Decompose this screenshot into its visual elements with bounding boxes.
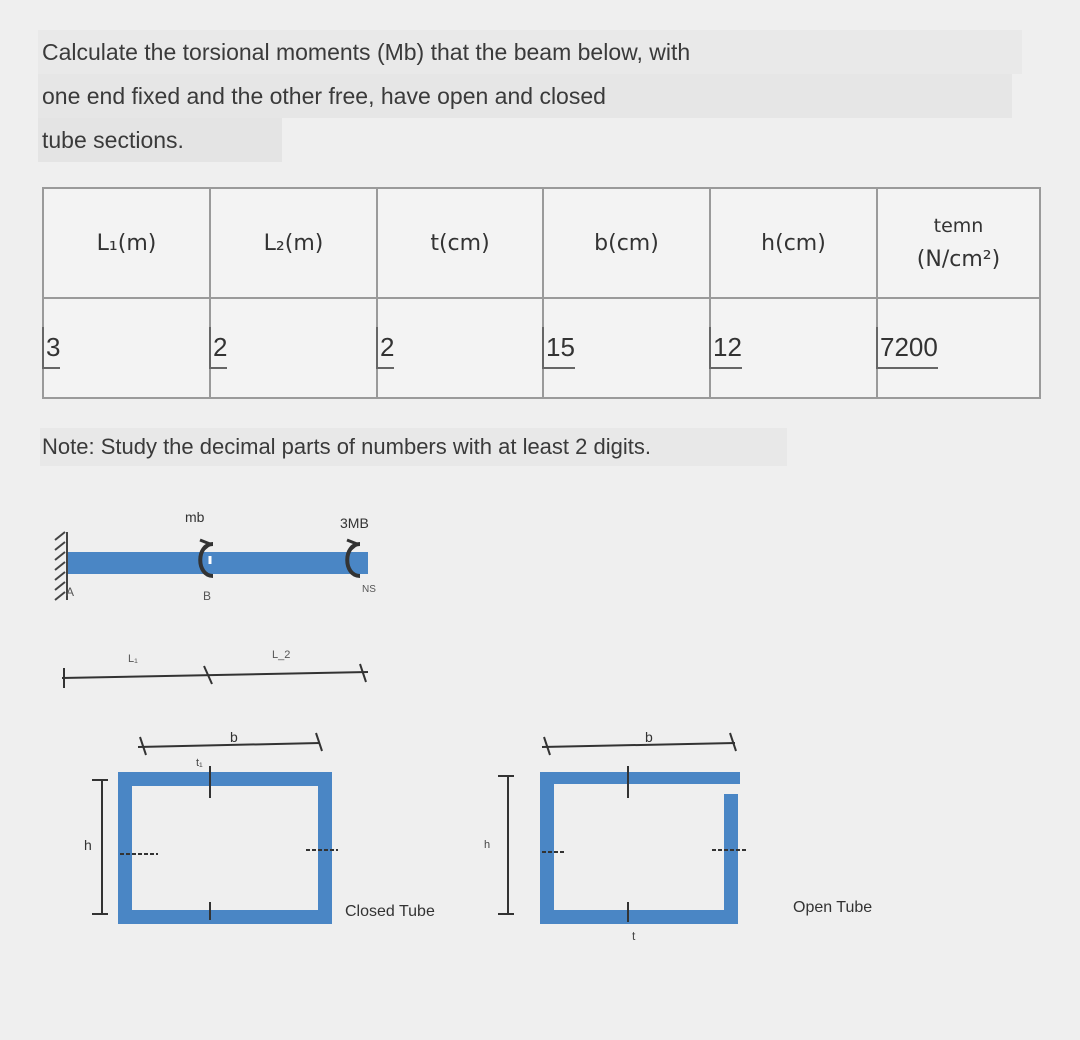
value-temn-text: 7200 [876, 327, 938, 369]
closed-t1-label: t₁ [196, 757, 203, 769]
moment-1-label: mb [185, 509, 205, 525]
question-line-3: tube sections. [38, 118, 282, 162]
table-value-row [43, 298, 1040, 398]
value-l1 [43, 298, 210, 398]
moment-2-label: 3MB [340, 515, 369, 531]
closed-b-label: b [230, 729, 238, 745]
open-tube-dimensions [498, 733, 746, 922]
closed-tube-section [118, 772, 332, 924]
value-l1-text: 3 [42, 327, 60, 369]
value-t-text: 2 [376, 327, 394, 369]
open-t-label: t [632, 929, 636, 943]
beam-end-label: NS [362, 584, 376, 595]
header-t: t(cm) [377, 188, 543, 298]
question-line-2: one end fixed and the other free, have open and closed [38, 74, 1012, 118]
value-temn [877, 298, 1040, 398]
parameters-table [42, 187, 1041, 399]
question-text [38, 30, 1028, 162]
point-a-label: A [66, 585, 75, 599]
value-b [543, 298, 710, 398]
value-b-text: 15 [542, 327, 575, 369]
value-l2 [210, 298, 377, 398]
value-h-text: 12 [709, 327, 742, 369]
value-l2-text: 2 [209, 327, 227, 369]
l1-label: L₁ [128, 653, 138, 665]
header-temn-unit: (N/cm²) [916, 246, 1001, 272]
note-text: Note: Study the decimal parts of numbers with at least 2 digits. [40, 428, 787, 466]
question-line-1: Calculate the torsional moments (Mb) that the beam below, with [38, 30, 1022, 74]
open-b-label: b [645, 729, 653, 745]
closed-caption: Closed Tube [345, 903, 435, 920]
header-l1: L₁(m) [43, 188, 210, 298]
header-temn [877, 188, 1040, 298]
value-t [377, 298, 543, 398]
length-dimensions [62, 664, 368, 688]
beam [68, 552, 368, 574]
header-l2: L₂(m) [210, 188, 377, 298]
header-b: b(cm) [543, 188, 710, 298]
point-b-label: B [203, 589, 212, 603]
open-h-label: h [484, 839, 491, 851]
beam-and-sections-figure [0, 490, 1080, 960]
table-header-row [43, 188, 1040, 298]
closed-h-label: h [84, 837, 92, 853]
open-tube-section [540, 772, 740, 924]
header-h: h(cm) [710, 188, 877, 298]
l2-label: L_2 [272, 649, 291, 661]
value-h [710, 298, 877, 398]
open-caption: Open Tube [793, 899, 873, 916]
header-temn-label: temn [933, 214, 984, 237]
